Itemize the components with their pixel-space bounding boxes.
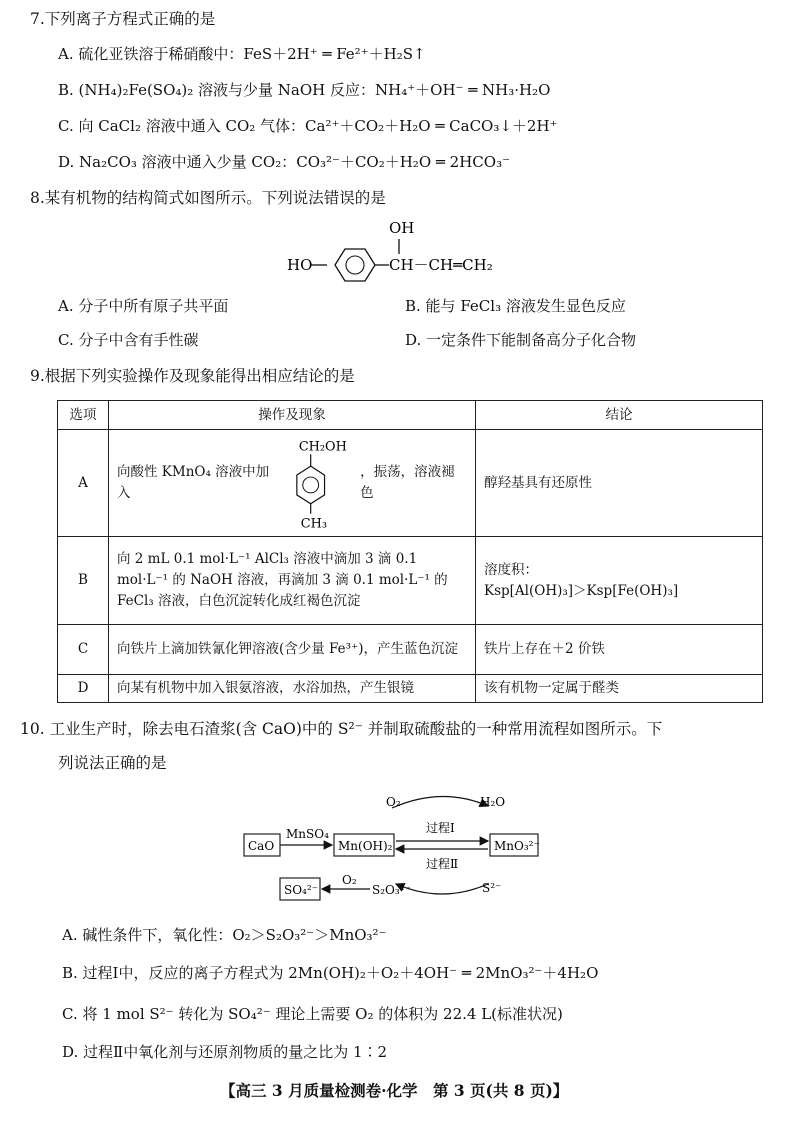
- p-methylbenzyl-alcohol-diagram: [281, 435, 360, 531]
- q10-stem-line2: 列说法正确的是: [58, 754, 167, 772]
- q8-structure-diagram: [285, 212, 525, 292]
- mol-bottom-group: CH₃: [300, 516, 327, 531]
- process1-curve: [392, 796, 488, 808]
- mol-top-group: CH₂OH: [298, 439, 347, 455]
- benzene-ring-circle: [346, 256, 364, 274]
- row-a-option: A: [58, 430, 109, 537]
- q7-stem: 7.下列离子方程式正确的是: [30, 10, 216, 28]
- table-row: [58, 430, 763, 537]
- table-row: [58, 537, 763, 625]
- header-operation: 操作及现象: [109, 401, 476, 430]
- row-a-operation-post: ，振荡，溶液褪色: [360, 464, 455, 501]
- row-b-conclusion-line1: 溶度积：: [484, 561, 538, 578]
- structure-ho-left: HO: [287, 256, 313, 274]
- s2-label: S²⁻: [482, 881, 502, 895]
- header-option: 选项: [58, 401, 109, 430]
- experiment-table: [57, 400, 763, 703]
- o2-bottom-label: O₂: [342, 873, 357, 887]
- structure-chain: CH－CH═CH₂: [389, 256, 493, 274]
- h2o-label: H₂O: [480, 795, 506, 809]
- table-row: [58, 675, 763, 703]
- q9-stem: 9.根据下列实验操作及现象能得出相应结论的是: [30, 367, 355, 385]
- page-footer: 【高三 3 月质量检测卷·化学 第 3 页(共 8 页)】: [220, 1081, 569, 1100]
- row-a-conclusion: 醇羟基具有还原性: [476, 430, 763, 537]
- row-a-operation-pre: 向酸性 KMnO₄ 溶液中加入: [117, 464, 270, 501]
- q8-option-b: B. 能与 FeCl₃ 溶液发生显色反应: [405, 297, 626, 315]
- q7-option-c: C. 向 CaCl₂ 溶液中通入 CO₂ 气体：Ca²⁺＋CO₂＋H₂O ═ CaCO₃↓＋2H⁺: [58, 117, 558, 135]
- row-d-operation: 向某有机物中加入银氨溶液，水浴加热，产生银镜: [109, 675, 476, 703]
- row-c-option: C: [58, 625, 109, 675]
- q7-option-d: D. Na₂CO₃ 溶液中通入少量 CO₂：CO₃²⁻＋CO₂＋H₂O ═ 2HCO₃⁻: [58, 153, 511, 171]
- q7-option-a: A. 硫化亚铁溶于稀硝酸中：FeS＋2H⁺ ═ Fe²⁺＋H₂S↑: [58, 45, 426, 63]
- row-b-operation: 向 2 mL 0.1 mol·L⁻¹ AlCl₃ 溶液中滴加 3 滴 0.1 mol·L⁻¹ 的 NaOH 溶液，再滴加 3 滴 0.1 mol·L⁻¹ 的 FeCl₃ 溶液，白色沉淀转化成红褐色沉淀: [109, 537, 476, 625]
- q8-option-a: A. 分子中所有原子共平面: [58, 297, 229, 315]
- q10-option-a: A. 碱性条件下，氧化性：O₂＞S₂O₃²⁻＞MnO₃²⁻: [62, 926, 387, 944]
- q8-option-d: D. 一定条件下能制备高分子化合物: [405, 331, 637, 349]
- row-c-operation: 向铁片上滴加铁氰化钾溶液(含少量 Fe³⁺)，产生蓝色沉淀: [109, 625, 476, 675]
- mnoh2-label: Mn(OH)₂: [338, 839, 393, 853]
- cao-label: CaO: [248, 839, 275, 853]
- o2-top-label: O₂: [386, 795, 401, 809]
- process2-label: 过程Ⅱ: [426, 857, 459, 871]
- row-d-conclusion: 该有机物一定属于醛类: [476, 675, 763, 703]
- row-d-option: D: [58, 675, 109, 703]
- q8-stem: 8.某有机物的结构简式如图所示。下列说法错误的是: [30, 189, 386, 207]
- process-flow-diagram: [230, 788, 580, 918]
- table-row: [58, 625, 763, 675]
- q10-stem-line1: 10. 工业生产时，除去电石渣浆(含 CaO)中的 S²⁻ 并制取硫酸盐的一种常用流程如图所示。下: [20, 720, 663, 738]
- structure-oh-top: OH: [389, 219, 415, 237]
- q10-option-d: D. 过程Ⅱ中氧化剂与还原剂物质的量之比为 1∶2: [62, 1043, 388, 1061]
- row-b-conclusion: [476, 537, 763, 625]
- row-b-conclusion-line2: Ksp[Al(OH)₃]＞Ksp[Fe(OH)₃]: [484, 582, 679, 599]
- row-a-operation: [109, 430, 476, 537]
- q10-option-c: C. 将 1 mol S²⁻ 转化为 SO₄²⁻ 理论上需要 O₂ 的体积为 22.4 L(标准状况): [62, 1005, 563, 1023]
- mno3-label: MnO₃²⁻: [494, 839, 540, 853]
- process1-label: 过程Ⅰ: [426, 821, 455, 835]
- table-header-row: [58, 401, 763, 430]
- q7-option-b: B. (NH₄)₂Fe(SO₄)₂ 溶液与少量 NaOH 反应：NH₄⁺＋OH⁻ ═ NH₃·H₂O: [58, 81, 551, 99]
- so4-label: SO₄²⁻: [284, 883, 319, 897]
- row-b-option: B: [58, 537, 109, 625]
- q8-option-c: C. 分子中含有手性碳: [58, 331, 199, 349]
- mol-benzene-ring: [297, 466, 325, 504]
- benzene-ring: [335, 249, 375, 281]
- row-c-conclusion: 铁片上存在＋2 价铁: [476, 625, 763, 675]
- header-conclusion: 结论: [476, 401, 763, 430]
- mnso4-label: MnSO₄: [286, 827, 329, 841]
- s2o3-label: S₂O₃²⁻: [372, 883, 411, 897]
- q10-option-b: B. 过程Ⅰ中，反应的离子方程式为 2Mn(OH)₂＋O₂＋4OH⁻ ═ 2MnO₃²⁻＋4H₂O: [62, 964, 599, 982]
